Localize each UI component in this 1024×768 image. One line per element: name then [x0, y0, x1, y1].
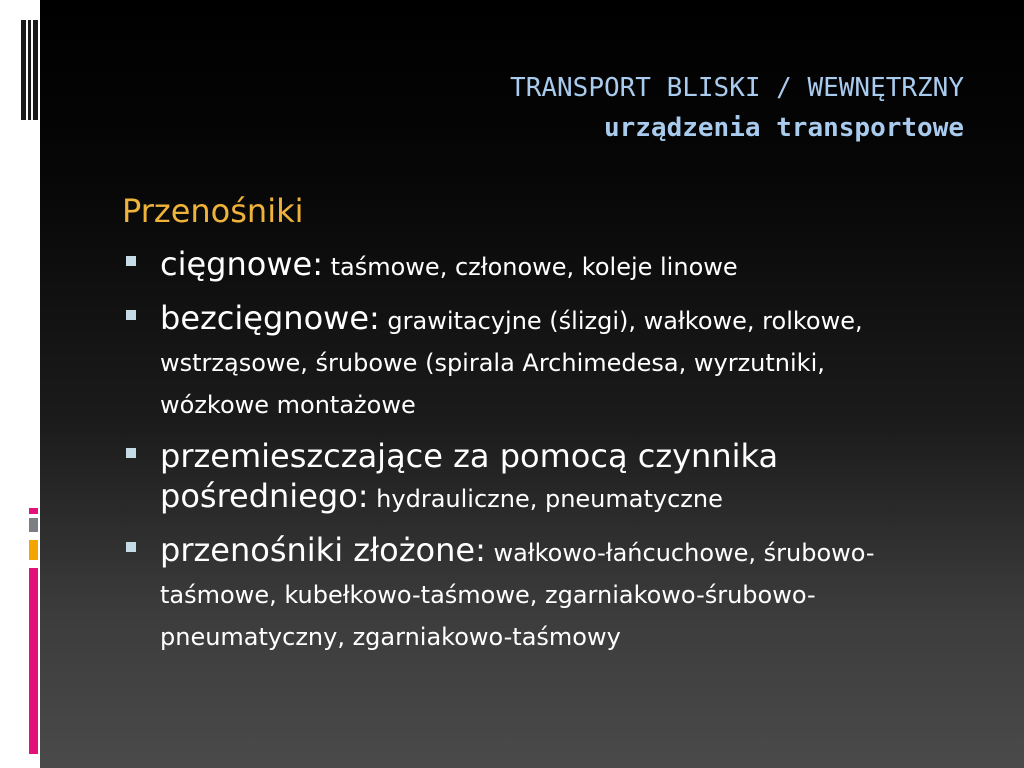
bullet-description: grawitacyjne (ślizgi), wałkowe, rolkowe, wstrząsowe, śrubowe (spirala Archimedesa, wyrzutniki, wózkowe montażowe [160, 307, 863, 419]
bullet-list [122, 244, 922, 658]
square-bullet-icon [126, 448, 136, 458]
slide-title [510, 68, 964, 148]
list-item [122, 530, 922, 658]
square-bullet-icon [126, 310, 136, 320]
list-item [122, 298, 922, 426]
decor-bar [21, 20, 26, 120]
decor-bar [29, 568, 38, 754]
square-bullet-icon [126, 542, 136, 552]
bullet-description: wałkowo-łańcuchowe, śrubowo-taśmowe, kubełkowo-taśmowe, zgarniakowo-śrubowo-pneumatyczny, zgarniakowo-taśmowy [160, 539, 875, 651]
bullet-term: przenośniki złożone: [160, 531, 486, 569]
decor-bar [33, 20, 38, 120]
title-line-2: urządzenia transportowe [603, 113, 964, 143]
square-bullet-icon [126, 256, 136, 266]
title-line-1: TRANSPORT BLISKI / WEWNĘTRZNY [510, 73, 964, 103]
list-item [122, 436, 922, 520]
left-decor-strip [0, 0, 40, 768]
decor-bar [29, 540, 38, 560]
decor-bar [28, 20, 31, 120]
bullet-description: taśmowe, członowe, koleje linowe [322, 253, 738, 281]
slide-content [122, 192, 922, 668]
bullet-term: cięgnowe: [160, 245, 323, 283]
bullet-term: bezcięgnowe: [160, 299, 380, 337]
bullet-description: hydrauliczne, pneumatyczne [368, 485, 723, 513]
decor-bar [29, 518, 38, 532]
section-heading: Przenośniki [122, 192, 304, 230]
bullet-term: przemieszczające za pomocą czynnika pośredniego: [160, 437, 779, 515]
list-item [122, 244, 922, 288]
decor-bar [29, 508, 38, 514]
